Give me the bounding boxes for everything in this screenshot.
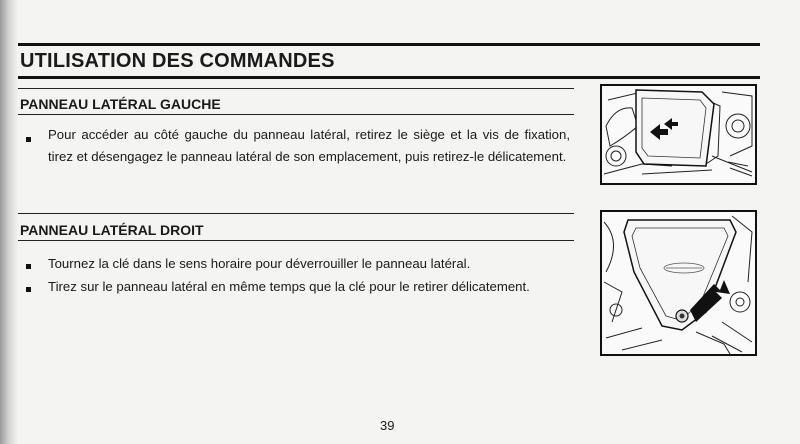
right-panel-instruction-1: Tournez la clé dans le sens horaire pour déverrouiller le panneau latéral. <box>48 256 471 271</box>
left-side-panel-arrows-illustration-icon <box>602 86 755 183</box>
left-panel-section-title: PANNEAU LATÉRAL GAUCHE <box>20 96 221 112</box>
right-panel-section-underline <box>18 240 574 241</box>
page-title: UTILISATION DES COMMANDES <box>20 50 335 72</box>
right-side-panel-key-lock-illustration-icon <box>602 212 755 354</box>
right-panel-section-title: PANNEAU LATÉRAL DROIT <box>20 222 204 238</box>
right-panel-section-top-rule <box>18 213 574 214</box>
right-panel-instruction-2: Tirez sur le panneau latéral en même temps que la clé pour le retirer délicatement. <box>48 279 530 294</box>
title-top-rule <box>18 43 760 46</box>
title-bottom-rule <box>18 76 760 79</box>
page-number: 39 <box>380 418 395 433</box>
list-bullet <box>26 264 31 269</box>
left-panel-section-top-rule <box>18 88 574 89</box>
list-bullet <box>26 137 31 142</box>
left-panel-section-underline <box>18 114 574 115</box>
page-binding-shadow <box>0 0 18 444</box>
left-side-panel-illustration <box>600 84 757 185</box>
list-bullet <box>26 287 31 292</box>
right-side-panel-illustration <box>600 210 757 356</box>
left-panel-instruction: Pour accéder au côté gauche du panneau latéral, retirez le siège et la vis de fixation, tirez et désengagez le panneau latéral de son emplacement, puis retirez-le délicatement. <box>48 127 570 164</box>
